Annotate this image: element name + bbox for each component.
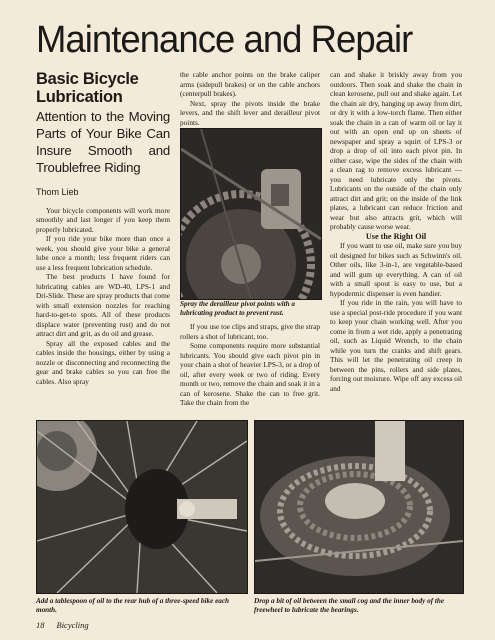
article-title-line-1: Basic Bicycle — [36, 70, 139, 88]
page-number: 18 — [36, 620, 45, 630]
subhead: Use the Right Oil — [365, 231, 427, 241]
photo-rear-hub — [36, 420, 248, 594]
photo-freewheel — [254, 420, 464, 594]
caption-photo-1: Spray the derailleur pivot points with a lubricating product to prevent rust. — [180, 300, 296, 317]
paragraph: The best products I have found for lubricating cables are WD-40, LPS-1 and Dri-Slide. These are spray products that come with small extension nozzles for reaching hard-to-get-to spots. All of these products displace water (preventing rust) and do not attract dirt and grit, as do oil and grease. — [36, 272, 170, 338]
byline: Thom Lieb — [36, 187, 79, 197]
paragraph: If you ride in the rain, you will have to use a special post-ride procedure if you want to keep your chain working well. After you come in from a wet ride, apply a penetrating oil, such as Liquid Wrench, to the chain while you turn the cranks and shift gears. This will let the penetrating oil creep in between the pins, rollers and side plates, forcing out moisture. Wipe off any excess oil and — [330, 298, 462, 393]
article-deck: Attention to the Moving Parts of Your Bike Can Insure Smooth and Troublefree Riding — [36, 109, 170, 175]
derailleur-photo-art — [181, 129, 321, 299]
paragraph: can and shake it briskly away from you outdoors. Then soak and shake the chain in clean kerosene, pull out and shake again. Let the chain air dry, hanging up away from dirt, or dry it with a low-torch flame. Then either soak the chain in a can of warm oil or lay it out with an open end up on sheets of newspaper and spray a squirt of LPS-3 or drop a drop of oil into each pivot pin. In either case, wipe the sides of the chain with a clean rag to remove excess lubricant — you need lubricate only the pivots. Lubricants on the outside of the chain only attract dirt and grit; on the inside of the link plates, a lubricant can reduce friction and wear but also attracts grit, which will probably cause worse wear. — [330, 70, 462, 231]
column-2-top — [180, 70, 320, 127]
column-1 — [36, 70, 170, 386]
magazine-name: Bicycling — [56, 620, 89, 630]
page-footer — [36, 620, 89, 630]
photo-derailleur — [180, 128, 322, 300]
freewheel-photo-art — [255, 421, 463, 593]
paragraph: If you use toe clips and straps, give the strap rollers a shot of lubricant, too. — [180, 322, 320, 341]
column-2-bottom — [180, 322, 320, 408]
section-title: Maintenance and Repair — [36, 19, 413, 61]
column-3 — [330, 70, 462, 393]
paragraph: Next, spray the pivots inside the brake levers, and the shift lever and derailleur pivot points. — [180, 98, 320, 127]
paragraph: Some components require more substantial lubricants. You should give each pivot pin in your chain a shot of heavier LPS-3, or a drop of oil, after every week or two of riding. Every month or two, remove the chain and soak it in a can of kerosene. Shake the can to free grit. Take the chain from the — [180, 341, 320, 407]
caption-photo-3: Drop a bit of oil between the small cog and the inner body of the freewheel to lubricate the bearings. — [254, 597, 445, 614]
article-title — [36, 70, 170, 106]
paragraph: Spray all the exposed cables and the cables inside the housings, either by using a nozzle or disconnecting and reconnecting the gear and brake cables so you can free the cables. Also spray — [36, 338, 170, 386]
caption-photo-2: Add a tablespoon of oil to the rear hub of a three-speed bike each month. — [36, 597, 230, 614]
paragraph: the cable anchor points on the brake caliper arms (sidepull brakes) or on the cable anchors (centerpull brakes). — [180, 70, 320, 98]
rear-hub-photo-art — [37, 421, 247, 593]
paragraph: If you ride your bike more than once a week, you should give your bike a general lube once a month; less frequent riders can use a less frequent lubrication schedule. — [36, 234, 170, 272]
paragraph: If you want to use oil, make sure you buy oil designed for bikes such as Schwinn's oil. Other oils, like 3-in-1, are vegetable-based and will gum up everything. A can of oil with a small spout is easy to use, but a hypodermic dispenser is even handier. — [330, 241, 462, 298]
article-title-line-2: Lubrication — [36, 88, 123, 106]
paragraph: Your bicycle components will work more smoothly and last longer if you keep them properly lubricated. — [36, 205, 170, 234]
